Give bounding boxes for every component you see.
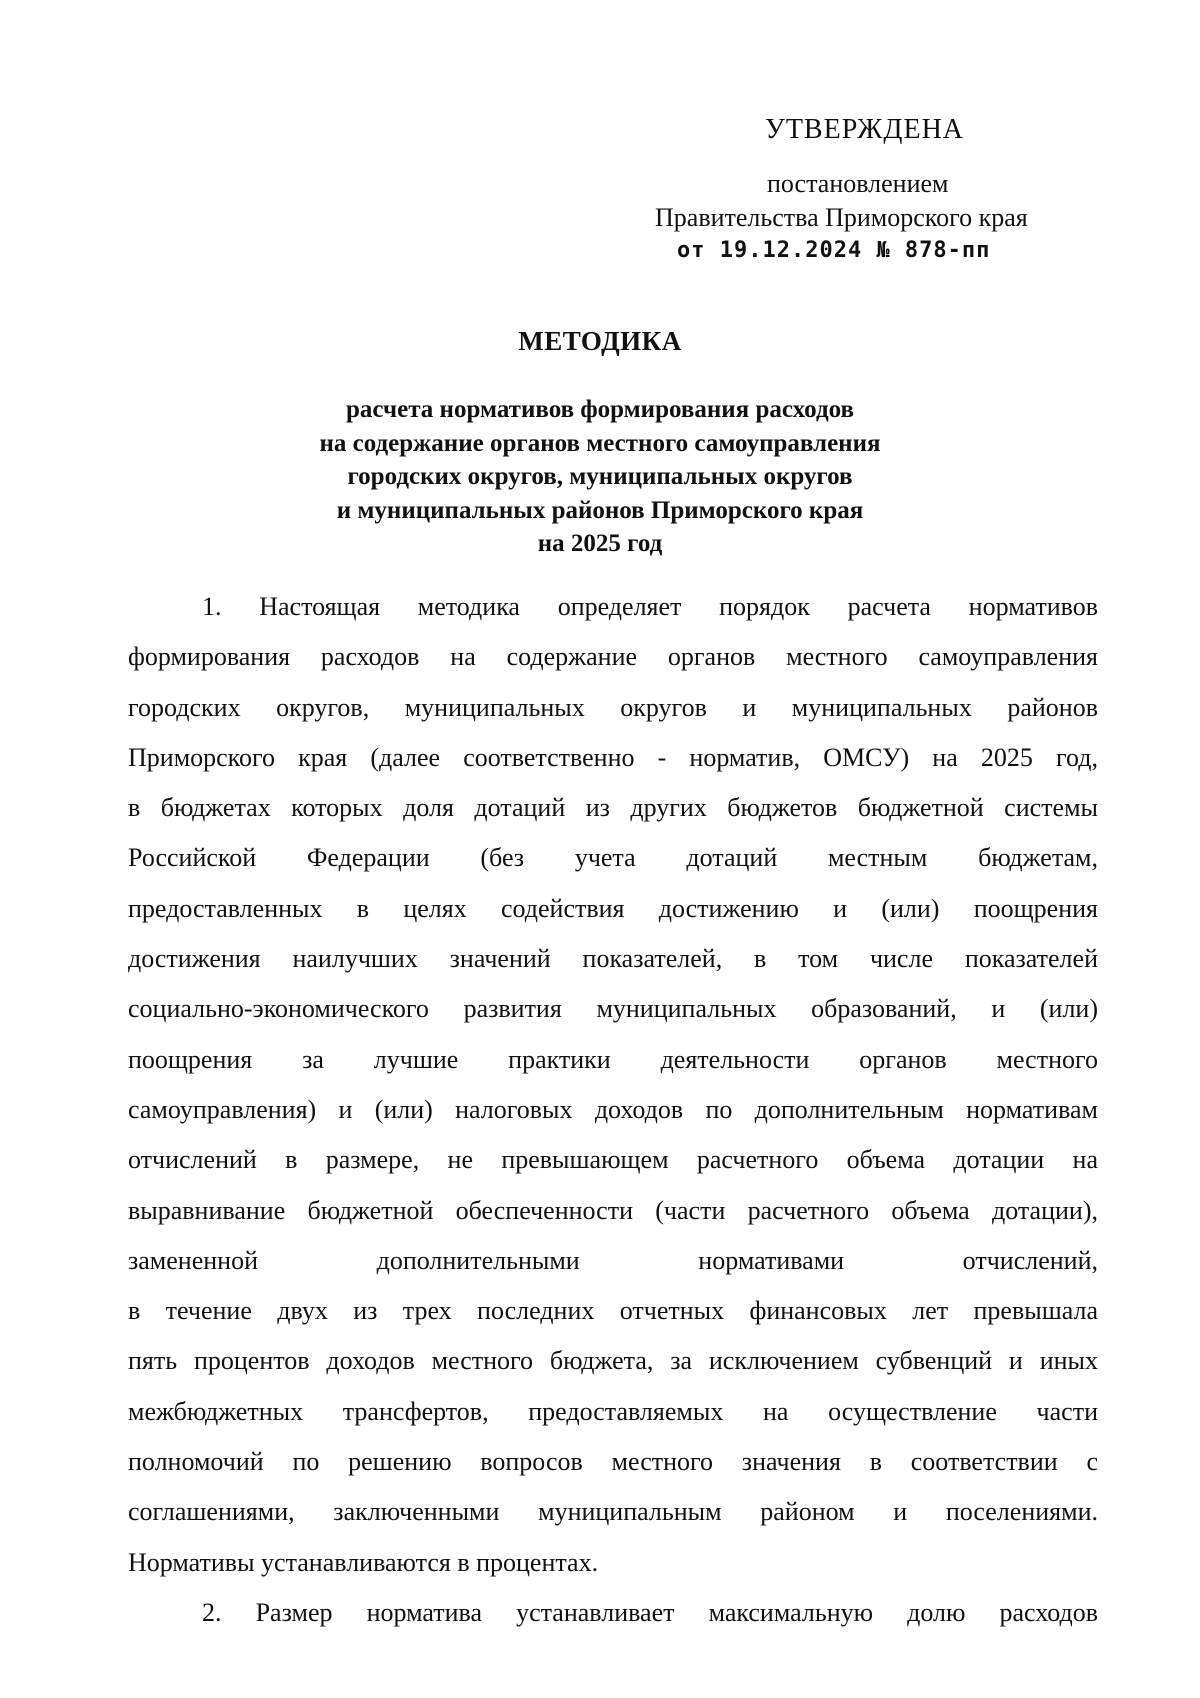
document-subtitle: [0, 393, 1200, 561]
paragraph-1-line: городских округов, муниципальных округов и муниципальных районов: [128, 692, 1098, 722]
paragraph-1-line: полномочий по решению вопросов местного значения в соответствии с: [128, 1447, 1098, 1477]
paragraph-1-line: социально-экономического развития муниципальных образований, и (или): [128, 994, 1098, 1024]
subtitle-line: и муниципальных районов Приморского края: [336, 496, 864, 524]
paragraph-1-line: в бюджетах которых доля дотаций из других бюджетов бюджетной системы: [128, 793, 1098, 823]
paragraph-1-line: пять процентов доходов местного бюджета, за исключением субвенций и иных: [128, 1346, 1098, 1376]
subtitle-line: городских округов, муниципальных округов: [347, 463, 853, 490]
paragraph-1-line: Нормативы устанавливаются в процентах.: [128, 1547, 599, 1577]
paragraph-1-line: замененной дополнительными нормативами отчислений,: [128, 1245, 1098, 1275]
paragraph-1-line: отчислений в размере, не превышающем расчетного объема дотации на: [128, 1145, 1098, 1175]
paragraph-1-line: формирования расходов на содержание органов местного самоуправления: [128, 642, 1098, 672]
body-text: [128, 582, 1098, 1638]
paragraph-1-line: выравнивание бюджетной обеспеченности (части расчетного объема дотации),: [128, 1195, 1098, 1225]
document-title: МЕТОДИКА: [518, 326, 682, 356]
paragraph-1-line: соглашениями, заключенными муниципальным районом и поселениями.: [128, 1497, 1098, 1527]
subtitle-line: расчета нормативов формирования расходов: [346, 396, 854, 423]
paragraph-1-line: Приморского края (далее соответственно - норматив, ОМСУ) на 2025 год,: [128, 742, 1098, 772]
paragraph-1-line: 1. Настоящая методика определяет порядок расчета нормативов: [202, 592, 1098, 621]
approval-line-2: Правительства Приморского края: [655, 203, 1028, 232]
paragraph-2-line: 2. Размер норматива устанавливает максимальную долю расходов: [202, 1597, 1098, 1627]
approval-date-number: от 19.12.2024 № 878-пп: [677, 238, 991, 263]
paragraph-1-line: в течение двух из трех последних отчетных финансовых лет превышала: [128, 1296, 1098, 1326]
approval-line-1: постановлением: [767, 169, 949, 198]
approval-title: УТВЕРЖДЕНА: [765, 114, 965, 145]
subtitle-line: на содержание органов местного самоуправления: [319, 429, 881, 457]
paragraph-1-line: Российской Федерации (без учета дотаций местным бюджетам,: [128, 843, 1098, 873]
subtitle-line: на 2025 год: [537, 530, 663, 557]
paragraph-1-line: поощрения за лучшие практики деятельности органов местного: [128, 1044, 1098, 1074]
paragraph-1-line: достижения наилучших значений показателей, в том числе показателей: [128, 944, 1098, 974]
paragraph-1-line: межбюджетных трансфертов, предоставляемых на осуществление части: [128, 1396, 1098, 1426]
paragraph-1-line: самоуправления) и (или) налоговых доходов по дополнительным нормативам: [128, 1094, 1098, 1124]
paragraph-1-line: предоставленных в целях содействия достижению и (или) поощрения: [128, 893, 1098, 923]
